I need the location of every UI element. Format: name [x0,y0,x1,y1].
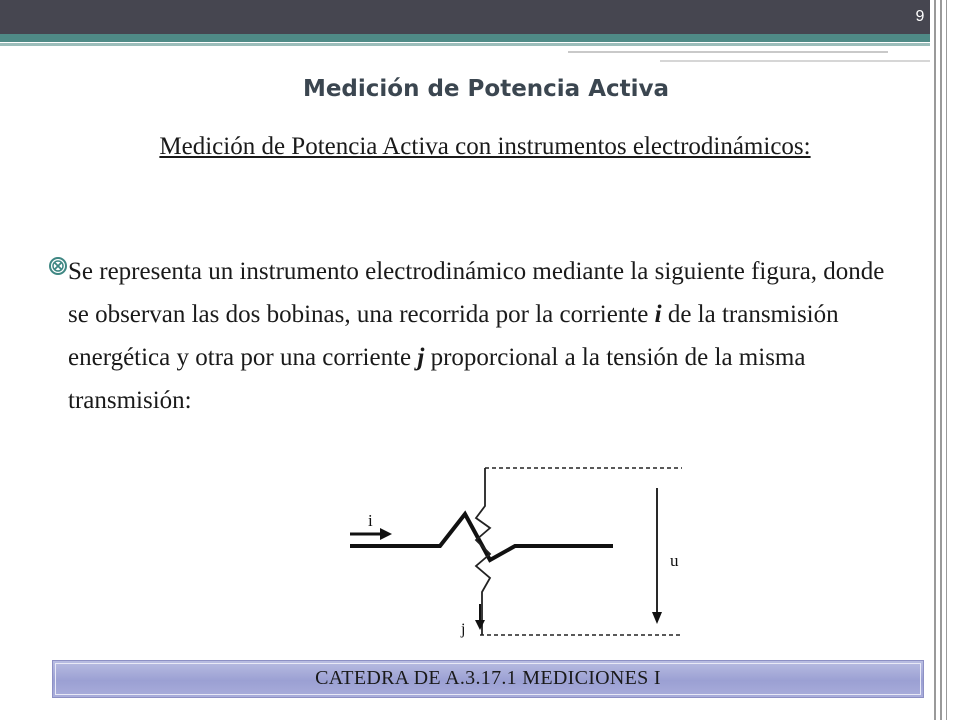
variable-j: j [417,344,425,371]
circled-x-bullet-icon [48,256,68,276]
slide-number: 9 [915,8,925,25]
accent-stripe-light [0,43,940,46]
variable-i: i [654,301,662,328]
bullet-text-part: de la transmisión energética y otra por una corriente [68,301,839,371]
current-i-arrowhead [380,528,392,540]
current-j-arrowhead [475,620,485,630]
decor-line [660,60,940,62]
label-u: u [670,551,679,570]
right-margin-line [940,0,942,720]
decor-line [568,51,888,53]
voltage-u-arrowhead [652,612,662,624]
label-i: i [368,511,373,530]
bullet-item [48,250,908,422]
right-margin-line [934,0,936,720]
right-margin-line [946,0,947,720]
voltage-coil [476,468,490,635]
accent-stripe [0,34,940,42]
bullet-text-part: Se representa un instrumento electrodinámico mediante la siguiente figura, donde se observan las dos bobinas, una recorrida por la corriente [68,258,885,328]
slide-title: Medición de Potencia Activa [302,76,670,102]
top-bar [0,0,960,34]
slide-subtitle: Medición de Potencia Activa con instrumentos electrodinámicos: [159,133,811,160]
right-margin-bar [930,0,960,720]
bullet-text-part: proporcional a la tensión de la misma transmisión: [68,344,806,414]
bullet-text [68,250,908,422]
footer-banner [52,660,924,698]
footer-text: CATEDRA DE A.3.17.1 MEDICIONES I [315,667,661,689]
label-j: j [461,621,466,638]
electrodynamic-instrument-diagram [330,464,690,644]
